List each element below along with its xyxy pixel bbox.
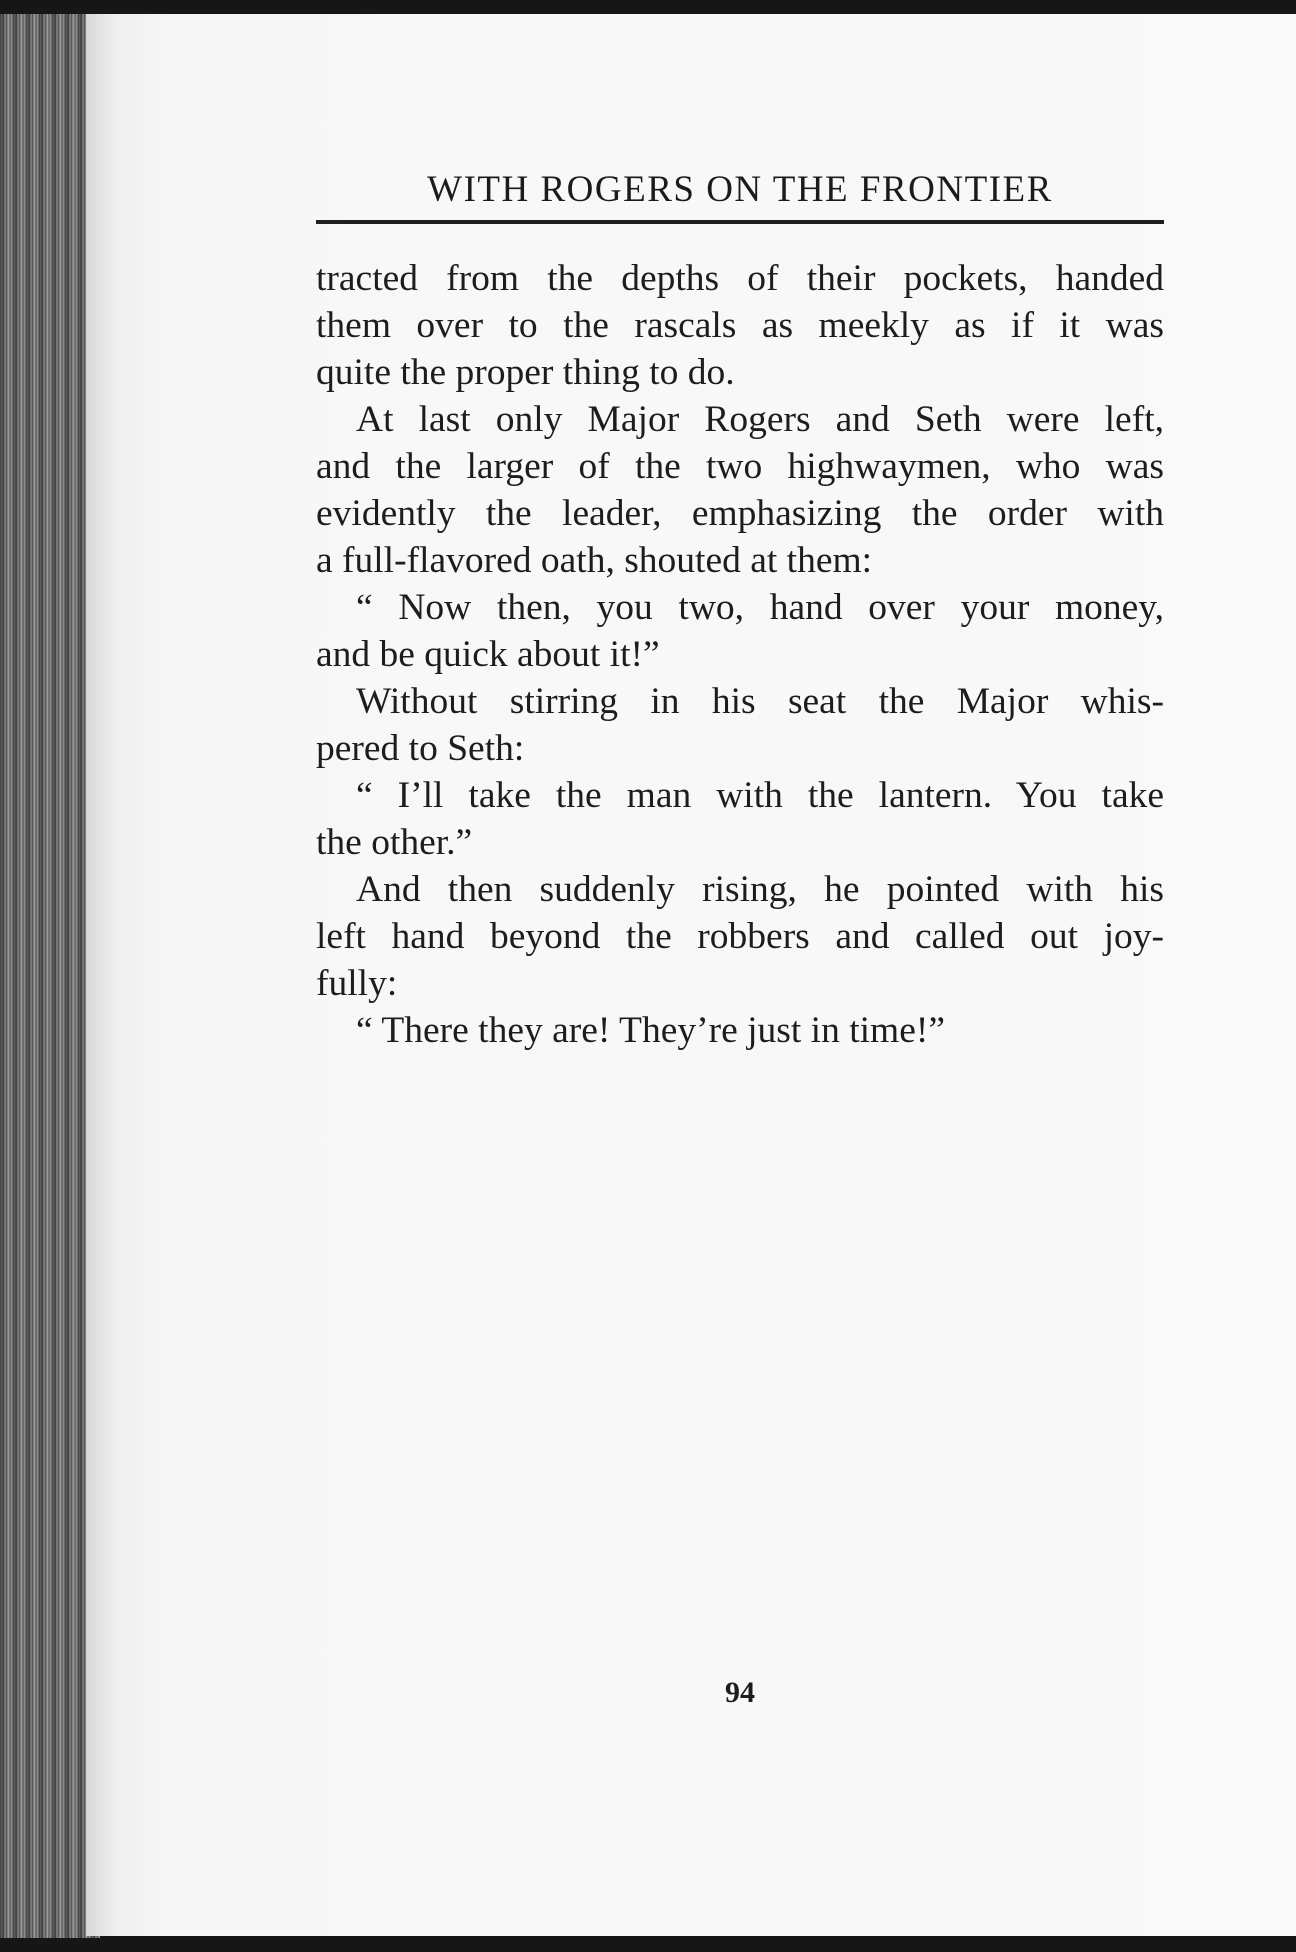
text-line: them over to the rascals as meekly as if it was (316, 305, 1164, 346)
text-line: fully: (316, 963, 398, 1004)
body-text (316, 255, 1164, 1054)
page-number: 94 (725, 1676, 755, 1709)
text-line: and be quick about it!” (316, 634, 660, 675)
page-edges (0, 14, 100, 1938)
text-line: pered to Seth: (316, 728, 525, 769)
header-rule (316, 220, 1164, 224)
text-line: left hand beyond the robbers and called out joy- (316, 916, 1164, 957)
text-line: quite the proper thing to do. (316, 352, 735, 393)
text-line: and the larger of the two highwaymen, who was (316, 446, 1164, 487)
text-line: Without stirring in his seat the Major whis- (356, 681, 1164, 722)
text-line: “ Now then, you two, hand over your money, (356, 587, 1164, 628)
text-line: “ There they are! They’re just in time!” (356, 1010, 945, 1051)
text-line: evidently the leader, emphasizing the order with (316, 493, 1164, 534)
text-line: At last only Major Rogers and Seth were left, (356, 399, 1164, 440)
running-head: WITH ROGERS ON THE FRONTIER (427, 169, 1053, 210)
text-line: a full-flavored oath, shouted at them: (316, 540, 873, 581)
text-line: And then suddenly rising, he pointed with his (356, 869, 1164, 910)
text-line: “ I’ll take the man with the lantern. You take (356, 775, 1164, 816)
text-line: the other.” (316, 822, 473, 863)
text-line: tracted from the depths of their pockets, handed (316, 258, 1164, 299)
